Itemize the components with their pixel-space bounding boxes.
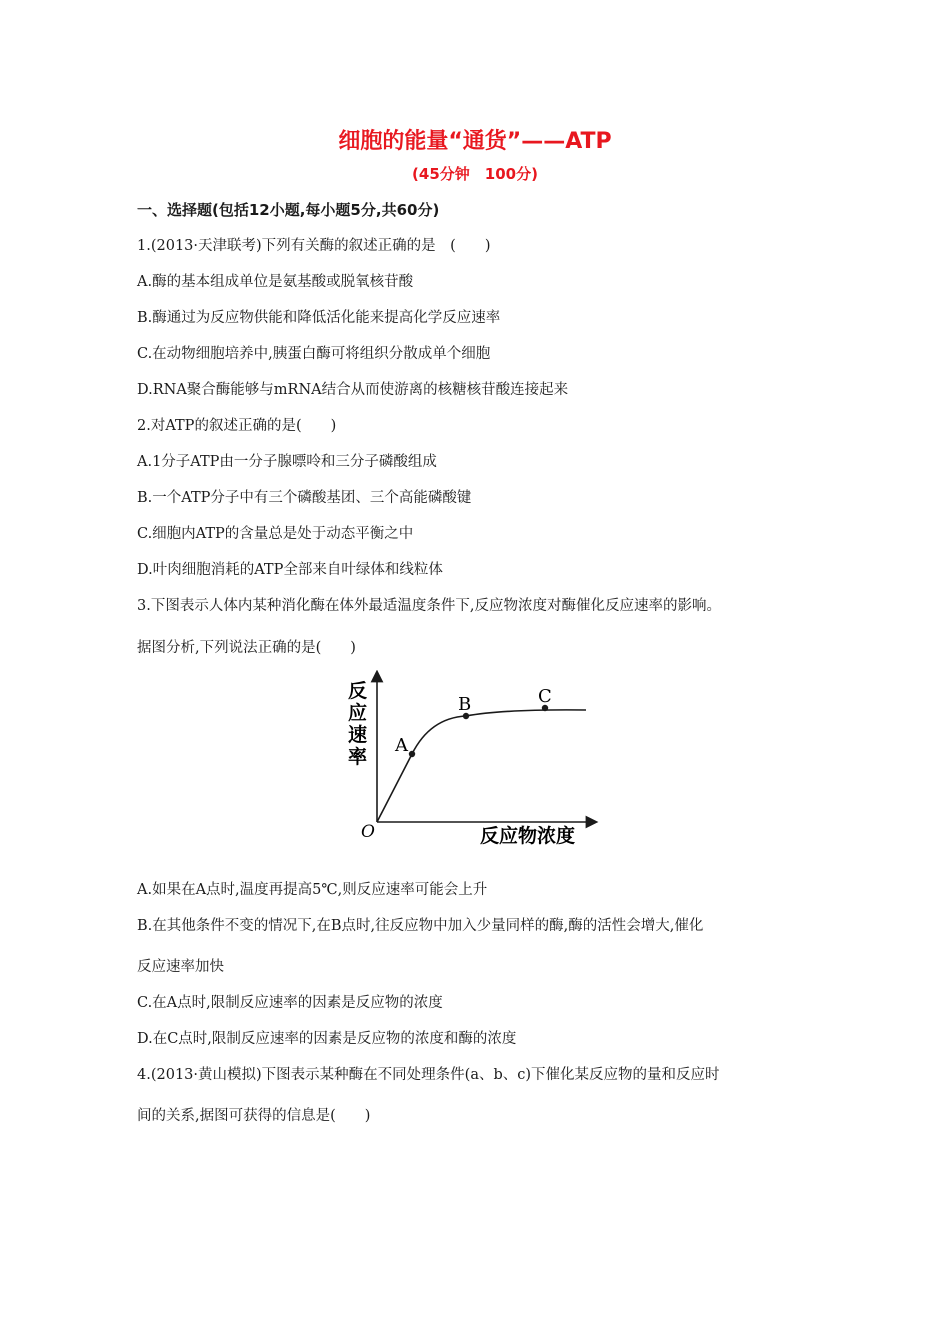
question-1-option-b: B.酶通过为反应物供能和降低活化能来提高化学反应速率 <box>137 310 501 326</box>
question-1-option-a: A.酶的基本组成单位是氨基酸或脱氧核苷酸 <box>137 274 414 290</box>
y-axis-label-char-3: 速 <box>348 724 368 746</box>
question-2-option-a: A.1分子ATP由一分子腺嘌呤和三分子磷酸组成 <box>137 454 437 470</box>
question-4-stem-line1: 4.(2013·黄山模拟)下图表示某种酶在不同处理条件(a、b、c)下催化某反应物的量和反应时 <box>137 1067 720 1083</box>
point-b-label: B <box>458 694 472 715</box>
question-3-option-b-cont: 反应速率加快 <box>137 959 224 975</box>
point-c-label: C <box>538 686 552 707</box>
question-1-stem: 1.(2013·天津联考)下列有关酶的叙述正确的是 ( ) <box>137 238 491 254</box>
question-2-option-b: B.一个ATP分子中有三个磷酸基团、三个高能磷酸键 <box>137 490 472 506</box>
question-4-stem-line2: 间的关系,据图可获得的信息是( ) <box>137 1108 371 1124</box>
question-3-option-d: D.在C点时,限制反应速率的因素是反应物的浓度和酶的浓度 <box>137 1031 517 1047</box>
section-heading: 一、选择题(包括12小题,每小题5分,共60分) <box>137 201 440 219</box>
x-axis-label: 反应物浓度 <box>480 825 576 847</box>
y-axis-label-char-2: 应 <box>348 702 368 724</box>
y-axis-label-char-1: 反 <box>348 680 368 702</box>
origin-label: O <box>361 822 375 842</box>
question-3-stem-line1: 3.下图表示人体内某种消化酶在体外最适温度条件下,反应物浓度对酶催化反应速率的影响。 <box>137 598 721 614</box>
document-title: 细胞的能量“通货”——ATP <box>338 129 612 154</box>
point-a-label: A <box>395 735 408 756</box>
question-2-option-d: D.叶肉细胞消耗的ATP全部来自叶绿体和线粒体 <box>137 562 443 578</box>
y-axis-label-char-4: 率 <box>348 746 368 768</box>
document-subtitle: (45分钟 100分) <box>412 165 538 183</box>
question-1-option-d: D.RNA聚合酶能够与mRNA结合从而使游离的核糖核苷酸连接起来 <box>137 382 569 398</box>
question-3-option-b: B.在其他条件不变的情况下,在B点时,往反应物中加入少量同样的酶,酶的活性会增大,催化 <box>137 918 704 934</box>
reaction-rate-figure <box>330 670 600 855</box>
question-2-option-c: C.细胞内ATP的含量总是处于动态平衡之中 <box>137 526 414 542</box>
question-3-stem-line2: 据图分析,下列说法正确的是( ) <box>137 640 356 656</box>
point-a-marker <box>409 751 415 757</box>
reaction-curve <box>377 710 586 822</box>
question-2-stem: 2.对ATP的叙述正确的是( ) <box>137 418 337 434</box>
question-3-option-c: C.在A点时,限制反应速率的因素是反应物的浓度 <box>137 995 443 1011</box>
question-1-option-c: C.在动物细胞培养中,胰蛋白酶可将组织分散成单个细胞 <box>137 346 491 362</box>
question-3-option-a: A.如果在A点时,温度再提高5℃,则反应速率可能会上升 <box>137 882 488 898</box>
